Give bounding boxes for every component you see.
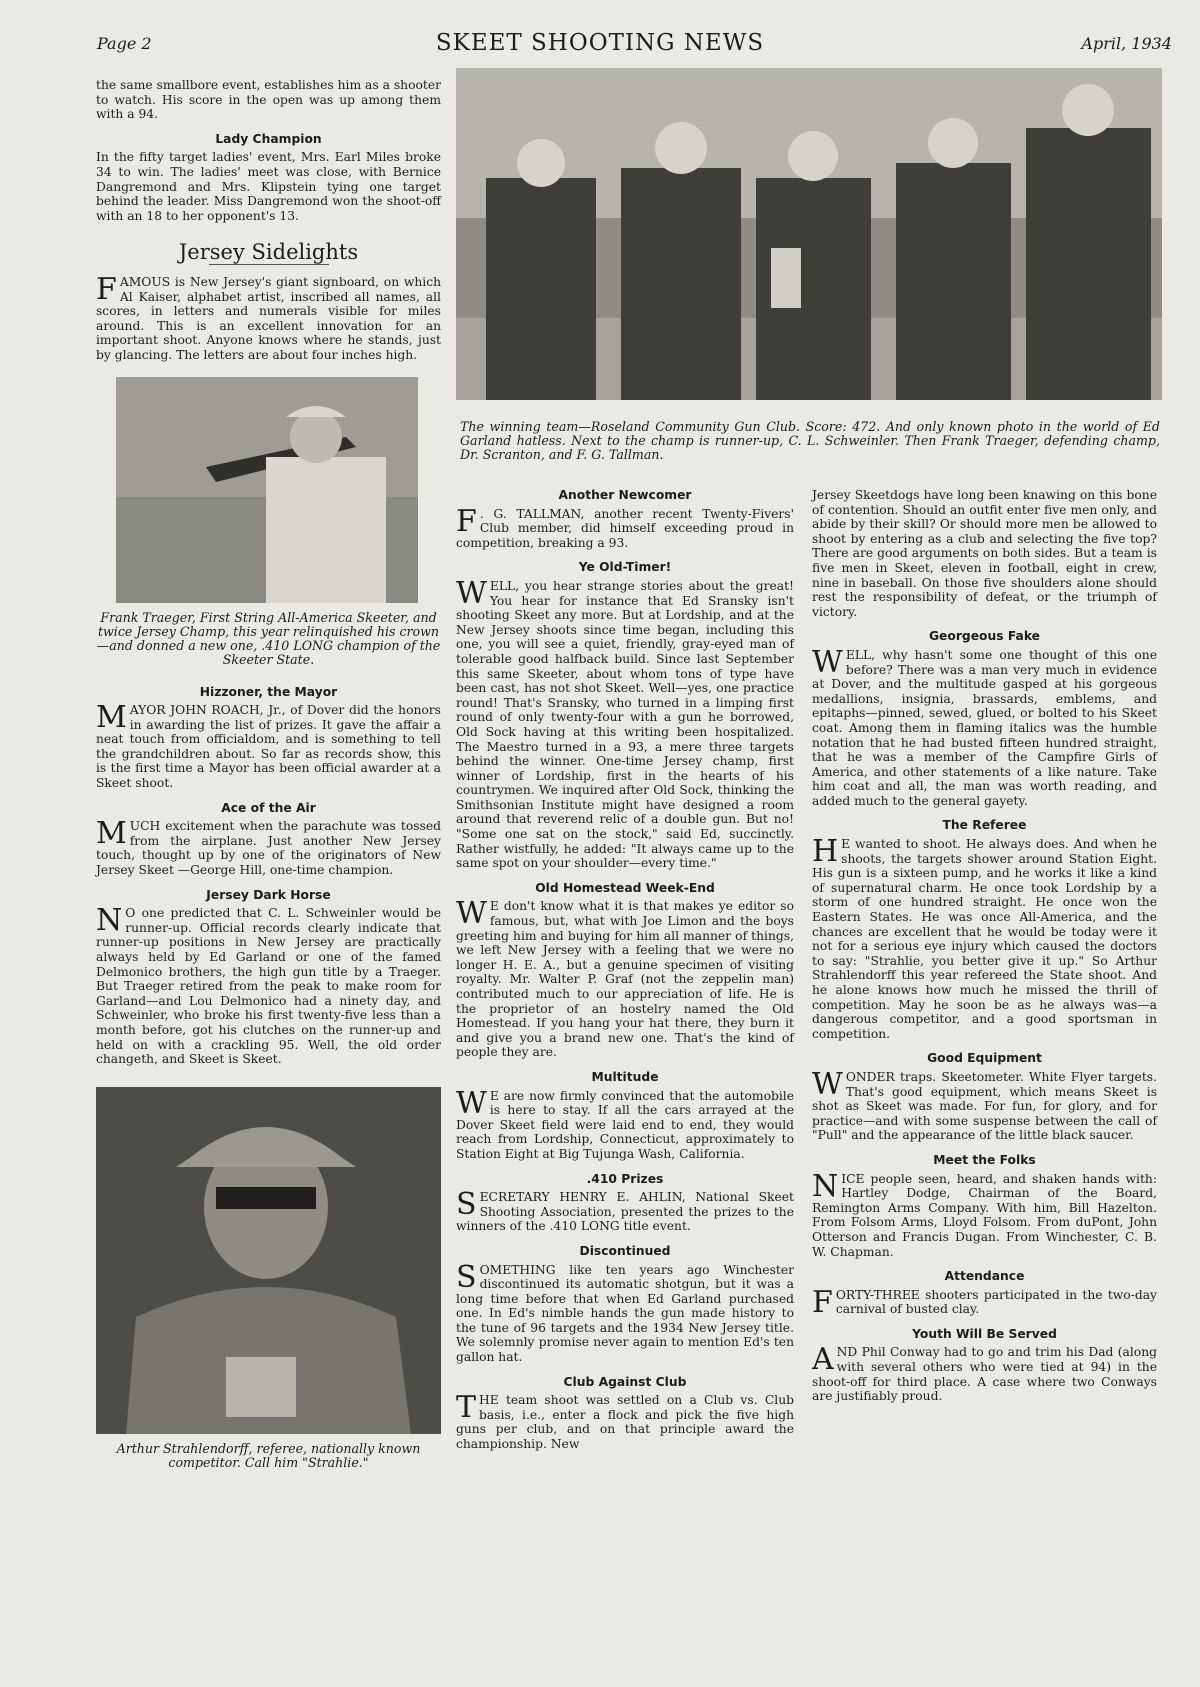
drop-cap: W [456,575,487,611]
page-header [0,28,1200,68]
referee-text [812,834,1157,1041]
homestead-text [456,896,794,1060]
drop-cap: W [812,644,843,680]
drop-cap: M [96,700,127,736]
folks-body: ICE people seen, heard, and shaken hands with: Hartley Dodge, Chairman of the Board, Remington Arms Company. With him, Bill Hazelton. From Folsom Arms, Lloyd Folsom. From duPont, John Otterson and Francis Dugan. From Winchester, C. B. W. Chapman. [812,1171,1157,1259]
attendance-body: ORTY-THREE shooters participated in the two-day carnival of busted clay. [835,1287,1157,1317]
prizes-body: ECRETARY HENRY E. AHLIN, National Skeet Shooting Association, presented the prizes to the winners of the .410 LONG title event. [456,1190,794,1234]
drop-cap: T [456,1390,477,1426]
drop-cap: F [456,503,477,539]
old-timer-body: ELL, you hear strange stories about the great! You hear for instance that Ed Sransky isn't shooting Skeet any more. But at Lordship, and at the New Jersey shoots since time began, including this one, you will see a quiet, friendly, gray-eyed man of tolerable good halfback build. Since last September this same Skeeter, about whom tons of type have been cast, has not shot Skeet. Well—yes, one practice round! That's Sransky, who turned in a limping first round of only twenty-four with a gun he borrowed, Old Sock having at this writing been hospitalized. The Maestro turned in a 93, a mere three targets behind the winner. One-time Jersey champ, first winner of Lordship, first in the hearts of his countrymen. We inquired after Old Sock, thinking the Smithsonian Institute might have designed a room around that reverend relic of a double gun. But no! "Some one sat on the stock," said Ed, succinctly. Rather wistfully, he added: "It always came up to the same spot on your shoulder—every time." [456,578,794,871]
ace-heading: Ace of the Air [221,800,316,815]
team-photo-caption: The winning team—Roseland Community Gun Club. Score: 472. And only known photo in the world of Ed Garland hatless. Next to the champ is runner-up, C. L. Schweinler. Then Frank Traeger, defending champ, Dr. Scranton, and F. G. Tallman. [460,419,1160,462]
attendance-heading: Attendance [944,1269,1025,1284]
club-heading: Club Against Club [563,1374,687,1389]
column-right [812,488,1157,1408]
discontinued-text [456,1259,794,1365]
referee-body: E wanted to shoot. He always does. And when he shoots, the targets shower around Station Eight. His gun is a sixteen pump, and he works it like a kind of supernatural charm. He once took Lordship by a storm of one hundred straight. He once won the Eastern States. He was once All-America, and the chances are excellent that he would be today were it not for a serious eye injury which caused the doctors to say: "Strahlie, you better give it up." So Arthur Strahlendorff this year refereed the State shoot. And he alone knows how much he missed the thrill of competition. May he soon be as he always was—a dangerous competitor, and a good sportsman in competition. [812,837,1157,1041]
dark-horse-body: O one predicted that C. L. Schweinler would be runner-up. Official records clearly indicate that runner-up positions in New Jersey are practically always held by Ed Garland or one of the famed Delmonico brothers, the high gun title by a Traeger. But Traeger retired from the peak to make room for Garland—and Lou Delmonico had a ninety day, and Schweinler, who broke his first twenty-five less than a month before, got his clutches on the runner-up and held on with a crackling 95. Well, the old order changeth, and Skeet is Skeet. [96,906,441,1067]
newcomer-heading: Another Newcomer [558,488,692,502]
lady-champion-heading: Lady Champion [215,131,322,146]
homestead-heading: Old Homestead Week-End [535,880,715,895]
discontinued-body: OMETHING like ten years ago Winchester discontinued its automatic shotgun, but it was a long time before that when Ed Garland purchased one. In Ed's nimble hands the gun made history to the tune of 96 targets and the 1934 New Jersey title. We solemnly promise never again to mention Ed's ten gallon hat. [456,1262,794,1365]
newcomer-text [456,503,794,551]
traeger-photo-illustration [116,377,418,603]
mayor-body: AYOR JOHN ROACH, Jr., of Dover did the honors in awarding the list of prizes. It gave the affair a neat touch from officialdom, and is something to tell the grandchildren about. So far as records show, this is the first time a Mayor has been official awarder at a Skeet shoot. [96,703,441,791]
drop-cap: S [456,1187,477,1223]
club-continued-text: Jersey Skeetdogs have long been knawing on this bone of contention. Should an outfit enter five men only, and abide by their skill? Or should more men be allowed to shoot by entering as a club and selecting the five top? There are good arguments on both sides. But a team is five men in Skeet, eleven in football, eight in crew, nine in baseball. On those five shoulders alone should rest the responsibility of defeat, or the triumph of victory. [812,488,1157,619]
youth-body: ND Phil Conway had to go and trim his Dad (along with several others who were tied at 94) in the shoot-off for third place. A case where two Conways are justifiably proud. [812,1345,1157,1404]
masthead: SKEET SHOOTING NEWS [435,30,765,56]
fake-heading: Georgeous Fake [928,629,1041,644]
lady-champion-text: In the fifty target ladies' event, Mrs. Earl Miles broke 34 to win. The ladies' meet was close, with Bernice Dangremond and Mrs. Klipstein tying one target behind the leader. Miss Dangremond won the shoot-off with an 18 to her opponent's 13. [96,150,441,223]
mayor-heading: Hizzoner, the Mayor [199,684,338,699]
drop-cap: A [812,1342,834,1378]
fake-body: ELL, why hasn't some one thought of this one before? There was a man very much in evidence at Dover, and the multitude gasped at his gorgeous medallions, insignia, brassards, emblems, and epitaphs—pinned, sewed, glued, or bolted to his Skeet coat. Among them in flaming italics was the humble notation that he had busted fifteen hundred straight, that he was a member of the Campfire Girls of America, and other statements of a like nature. Take him coat and all, the man was worth reading, and added much to the general gayety. [812,647,1157,808]
ace-text [96,816,441,878]
old-timer-text [456,575,794,871]
club-text [456,1390,794,1452]
referee-heading: The Referee [942,818,1027,833]
drop-cap: M [96,816,127,852]
discontinued-heading: Discontinued [579,1243,671,1258]
sidelights-text [96,271,441,363]
dark-horse-heading: Jersey Dark Horse [206,887,331,902]
strahlendorff-caption: Arthur Strahlendorff, referee, nationally known competitor. Call him "Strahlie." [116,1440,421,1470]
strahlendorff-photo [96,1087,441,1434]
drop-cap: F [812,1284,833,1320]
drop-cap: W [456,896,487,932]
team-photo [456,68,1162,400]
dark-horse-text [96,903,441,1067]
fake-text [812,644,1157,809]
prizes-heading: .410 Prizes [586,1171,664,1186]
drop-cap: W [456,1085,487,1121]
column-left [96,78,441,1470]
traeger-caption: Frank Traeger, First String All-America Skeeter, and twice Jersey Champ, this year relinquished his crown—and donned a new one, .410 LONG champion of the Skeeter State. [96,609,441,667]
old-timer-heading: Ye Old-Timer! [578,560,672,575]
prizes-text [456,1187,794,1234]
drop-cap: N [96,903,123,939]
mayor-text [96,700,441,791]
folks-text [812,1168,1157,1260]
issue-date: April, 1934 [1081,34,1172,53]
equipment-text [812,1066,1157,1143]
sidelights-body: AMOUS is New Jersey's giant signboard, on which Al Kaiser, alphabet artist, inscribed all names, all scores, in letters and numerals visible for miles around. This is an excellent innovation for an important shoot. Anyone knows where he stands, just by glancing. The letters are about four inches high. [96,274,441,362]
multitude-body: E are now firmly convinced that the automobile is here to stay. If all the cars arrayed at the Dover Skeet field were laid end to end, they would reach from Lordship, Connecticut, approximately to Station Eight at Big Tujunga Wash, California. [456,1088,794,1161]
team-photo-illustration [456,68,1162,400]
equipment-heading: Good Equipment [927,1051,1042,1066]
youth-heading: Youth Will Be Served [912,1326,1057,1341]
drop-cap: N [812,1168,839,1204]
equipment-body: ONDER traps. Skeetometer. White Flyer targets. That's good equipment, which means Skeet is shot as Skeet was made. For fun, for glory, and for practice—and with some suspense between the call of "Pull" and the appearance of the little black saucer. [812,1069,1157,1143]
jersey-sidelights-heading: Jersey Sidelights [178,240,359,265]
drop-cap: W [812,1066,843,1102]
club-body: HE team shoot was settled on a Club vs. Club basis, i.e., enter a flock and pick the five high guns per club, and on that principle award the championship. New [456,1393,794,1452]
intro-paragraph: the same smallbore event, establishes him as a shooter to watch. His score in the open was up among them with a 94. [96,78,441,122]
drop-cap: S [456,1259,477,1295]
newcomer-body: . G. TALLMAN, another recent Twenty-Fivers' Club member, did himself exceeding proud in competition, breaking a 93. [456,506,794,550]
attendance-text [812,1284,1157,1320]
folks-heading: Meet the Folks [933,1152,1036,1167]
traeger-photo [116,377,418,603]
homestead-body: E don't know what it is that makes ye editor so famous, but, what with Joe Limon and the boys greeting him and buying for him all manner of things, we left New Jersey with a feeling that we were no longer H. E. A., but a genuine specimen of visiting royalty. Mr. Walter P. Graf (not the zeppelin man) contributed much to our appreciation of life. He is the proprietor of an hostelry named the Old Homestead. If you hang your hat there, they burn it and give you a brand new one. That's the kind of people they are. [456,899,794,1060]
youth-text [812,1342,1157,1404]
heading-rule [209,264,329,265]
column-middle [456,488,794,1456]
strahlendorff-photo-illustration [96,1087,441,1434]
multitude-heading: Multitude [591,1069,659,1084]
ace-body: UCH excitement when the parachute was tossed from the airplane. Just another New Jersey touch, thought up by one of the originators of New Jersey Skeet —George Hill, one-time champion. [96,819,441,878]
page-number: Page 2 [97,34,152,53]
drop-cap: F [96,271,117,307]
drop-cap: H [812,834,839,870]
multitude-text [456,1085,794,1162]
